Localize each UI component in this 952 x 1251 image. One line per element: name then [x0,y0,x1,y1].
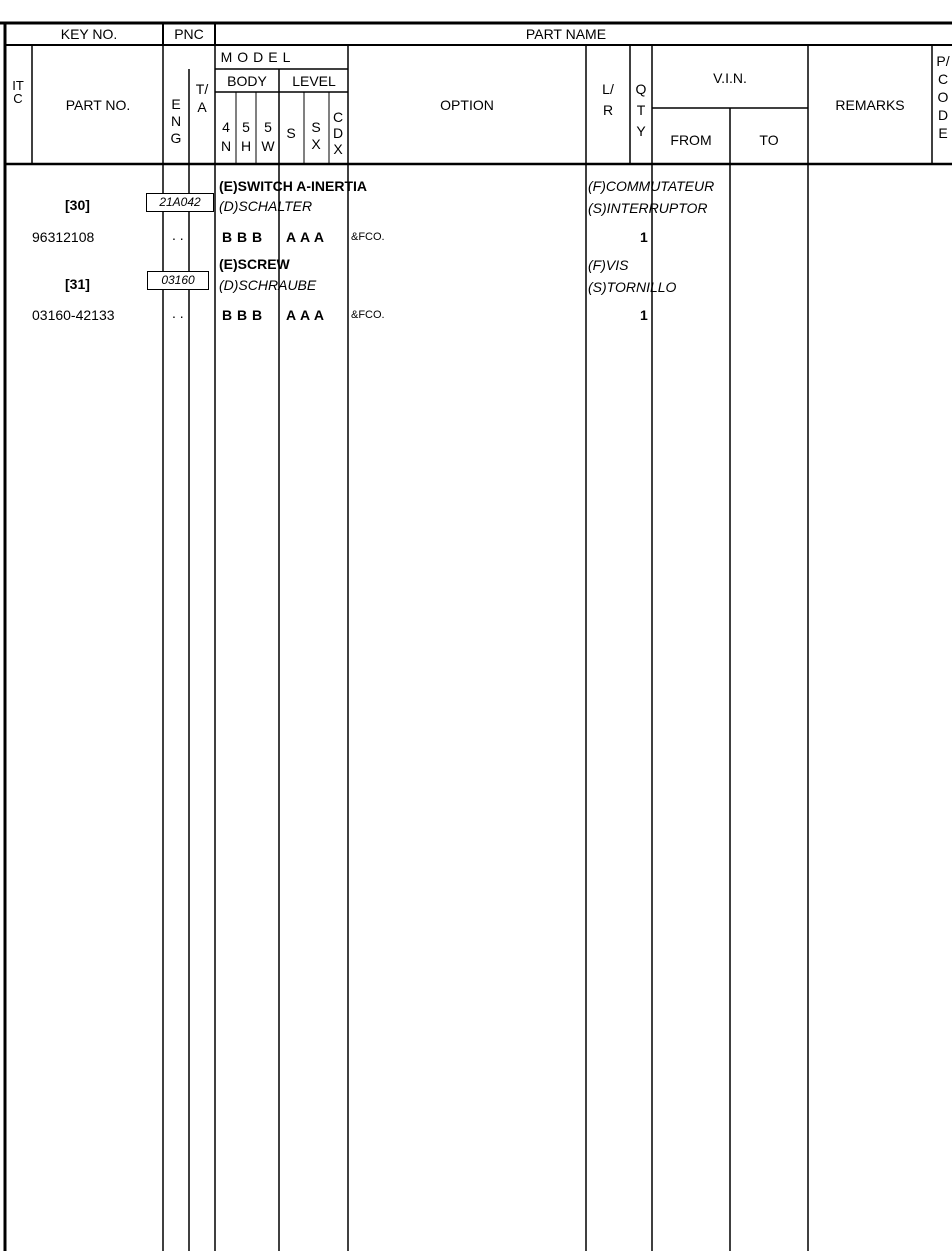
level-values: A A A [286,229,325,245]
part-number: 96312108 [32,229,95,245]
key-no-header: KEY NO. [60,26,118,42]
body-values: B B B [222,307,263,323]
key-number: [31] [65,276,90,292]
level-header: LEVEL [292,73,336,89]
vin-header: V.I.N. [713,70,747,86]
quantity: 1 [640,229,648,245]
part-name-english: (E)SCREW [219,256,290,272]
option-header: OPTION [440,97,494,113]
body-header: BODY [227,73,267,89]
pcode-header: P/CODE [936,53,950,141]
level-sx-header: SX [311,119,321,152]
body-4n-header: 4N [220,119,232,154]
vin-to-header: TO [759,132,779,148]
eng-ta-value: . . [172,305,184,321]
eng-ta-value: . . [172,227,184,243]
part-name-spanish: (S)INTERRUPTOR [588,200,708,216]
vin-from-header: FROM [670,132,712,148]
part-name-french: (F)COMMUTATEUR [588,178,715,194]
part-name-french: (F)VIS [588,257,629,273]
level-cdx-header: CDX [332,109,344,157]
part-number: 03160-42133 [32,307,115,323]
part-name-spanish: (S)TORNILLO [588,279,677,295]
part-no-header: PART NO. [65,97,131,113]
part-name-german: (D)SCHRAUBE [219,277,317,293]
qty-header: QTY [635,81,647,139]
body-values: B B B [222,229,263,245]
part-name-german: (D)SCHALTER [219,198,313,214]
pnc-header: PNC [174,26,204,42]
pnc-code: 03160 [147,271,209,290]
eng-header: ENG [170,96,182,146]
quantity: 1 [640,307,648,323]
lr-header: L/R [602,81,614,118]
itc-header: ITC [12,78,24,106]
pnc-code: 21A042 [146,193,214,212]
level-s-header: S [286,125,296,141]
remarks-header: REMARKS [835,97,905,113]
model-header: MODEL [220,49,296,65]
part-name-header: PART NAME [525,26,607,42]
body-5h-header: 5H [240,119,252,154]
option-value: &FCO. [351,309,385,321]
level-values: A A A [286,307,325,323]
part-name-english: (E)SWITCH A-INERTIA [219,178,368,194]
body-5w-header: 5W [261,119,275,154]
ta-header: T/A [195,81,209,115]
key-number: [30] [65,197,90,213]
option-value: &FCO. [351,231,385,243]
